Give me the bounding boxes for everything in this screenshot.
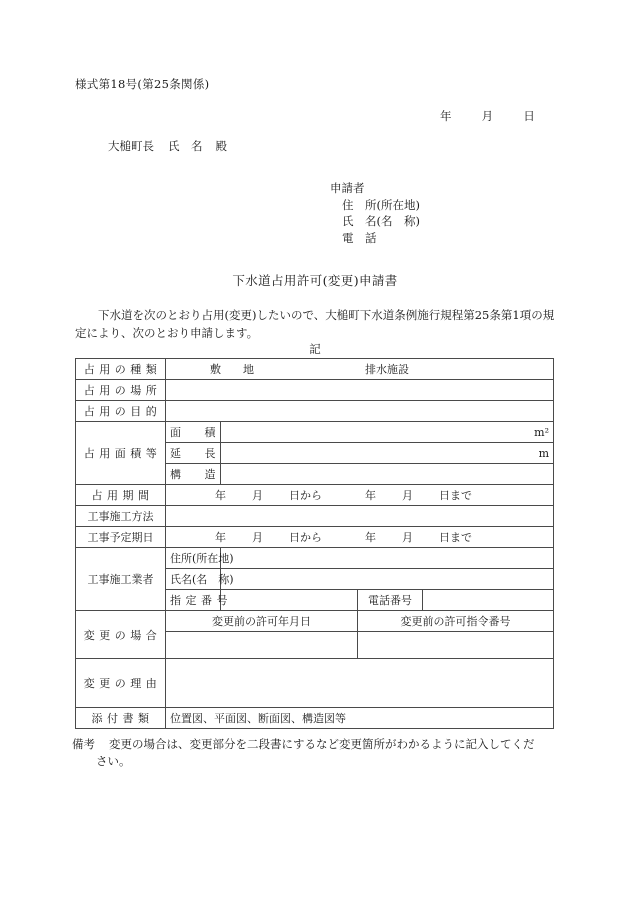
occupancy-period-value[interactable] xyxy=(166,485,554,506)
addressee-name-label: 氏 名 xyxy=(168,139,203,153)
construction-schedule-label: 工事予定期日 xyxy=(76,527,166,548)
occupancy-place-label: 占 用 の 場 所 xyxy=(76,380,166,401)
occupancy-period-from-year: 年 xyxy=(215,489,226,502)
table-row-change-case-header xyxy=(76,611,554,632)
remarks-note xyxy=(72,736,572,770)
construction-schedule-to-day: 日まで xyxy=(439,531,472,544)
occupancy-period-to-month: 月 xyxy=(402,489,413,502)
table-row-change-reason xyxy=(76,659,554,708)
occupancy-area-label: 占 用 面 積 等 xyxy=(76,422,166,485)
change-case-label: 変 更 の 場 合 xyxy=(76,611,166,659)
attachments-value[interactable]: 位置図、平面図、断面図、構造図等 xyxy=(166,708,554,729)
construction-schedule-to-month: 月 xyxy=(402,531,413,544)
occupancy-area-structure-label: 構 造 xyxy=(166,464,221,485)
occupancy-area-structure-value[interactable] xyxy=(221,464,554,485)
date-line xyxy=(440,108,535,124)
body-paragraph: 下水道を次のとおり占用(変更)したいので、大槌町下水道条例施行規程第25条第1項の規定により、次のとおり申請します。 xyxy=(75,308,555,340)
addressee xyxy=(108,138,227,154)
occupancy-period-from-day: 日から xyxy=(289,489,322,502)
contractor-name-value[interactable] xyxy=(221,569,554,590)
addressee-office: 大槌町長 xyxy=(108,139,154,153)
occupancy-area-length-label: 延 長 xyxy=(166,443,221,464)
occupancy-kind-option-b[interactable]: 排水施設 xyxy=(365,363,409,376)
contractor-address-value[interactable] xyxy=(221,548,554,569)
occupancy-period-label: 占 用 期 間 xyxy=(76,485,166,506)
contractor-designation-value[interactable] xyxy=(221,590,358,611)
change-case-prev-date-header: 変更前の許可年月日 xyxy=(166,611,358,632)
remarks-label: 備考 xyxy=(72,737,95,751)
applicant-address-label: 住 所(所在地) xyxy=(342,197,420,212)
occupancy-kind-option-a[interactable]: 敷 地 xyxy=(210,363,254,376)
remarks-line2: さい。 xyxy=(96,754,131,768)
occupancy-purpose-value[interactable] xyxy=(166,401,554,422)
table-row-construction-schedule xyxy=(76,527,554,548)
occupancy-area-size-label: 面 積 xyxy=(166,422,221,443)
table-row-construction-method xyxy=(76,506,554,527)
attachments-label: 添 付 書 類 xyxy=(76,708,166,729)
contractor-address-label: 住所(所在地) xyxy=(166,548,221,569)
occupancy-period-to-year: 年 xyxy=(365,489,376,502)
occupancy-area-length-unit[interactable]: m xyxy=(221,443,554,464)
occupancy-place-value[interactable] xyxy=(166,380,554,401)
construction-schedule-from[interactable] xyxy=(215,529,322,545)
construction-method-label: 工事施工方法 xyxy=(76,506,166,527)
applicant-name-label: 氏 名(名 称) xyxy=(342,214,420,228)
date-year-label: 年 xyxy=(440,109,452,123)
contractor-phone-value[interactable] xyxy=(423,590,554,611)
table-row-occupancy-period xyxy=(76,485,554,506)
construction-schedule-from-month: 月 xyxy=(252,531,263,544)
remarks-line1: 変更の場合は、変更部分を二段書にするなど変更箇所がわかるように記入してくだ xyxy=(109,737,535,751)
table-row-occupancy-purpose xyxy=(76,401,554,422)
occupancy-purpose-label: 占 用 の 目 的 xyxy=(76,401,166,422)
construction-method-value[interactable] xyxy=(166,506,554,527)
occupancy-period-to[interactable] xyxy=(365,487,472,503)
change-case-prev-number-header: 変更前の許可指令番号 xyxy=(358,611,554,632)
construction-schedule-to[interactable] xyxy=(365,529,472,545)
contractor-label: 工事施工業者 xyxy=(76,548,166,611)
construction-schedule-to-year: 年 xyxy=(365,531,376,544)
construction-schedule-value[interactable] xyxy=(166,527,554,548)
construction-schedule-from-day: 日から xyxy=(289,531,322,544)
date-day-label: 日 xyxy=(523,109,535,123)
kiji-marker: 記 xyxy=(309,342,321,356)
application-table xyxy=(75,358,554,729)
form-number: 様式第18号(第25条関係) xyxy=(75,77,210,91)
occupancy-kind-options[interactable] xyxy=(166,359,554,380)
date-month-label: 月 xyxy=(481,109,494,123)
change-reason-label: 変 更 の 理 由 xyxy=(76,659,166,708)
contractor-phone-label: 電話番号 xyxy=(358,590,423,611)
occupancy-area-size-unit[interactable]: m² xyxy=(221,422,554,443)
table-row-occupancy-area-1 xyxy=(76,422,554,443)
construction-schedule-from-year: 年 xyxy=(215,531,226,544)
applicant-phone-label: 電 話 xyxy=(342,230,377,245)
occupancy-period-from-month: 月 xyxy=(252,489,263,502)
change-case-prev-date-value[interactable] xyxy=(166,632,358,659)
occupancy-period-from[interactable] xyxy=(215,487,322,503)
change-case-prev-number-value[interactable] xyxy=(358,632,554,659)
occupancy-period-to-day: 日まで xyxy=(439,489,472,502)
occupancy-kind-label: 占 用 の 種 類 xyxy=(76,359,166,380)
table-row-attachments xyxy=(76,708,554,729)
contractor-name-label: 氏名(名 称) xyxy=(166,569,221,590)
applicant-block xyxy=(330,180,420,246)
table-row-contractor-address xyxy=(76,548,554,569)
change-reason-value[interactable] xyxy=(166,659,554,708)
table-row-occupancy-place xyxy=(76,380,554,401)
table-row-occupancy-kind xyxy=(76,359,554,380)
addressee-honorific: 殿 xyxy=(215,139,227,153)
applicant-heading: 申請者 xyxy=(330,181,365,195)
page-title: 下水道占用許可(変更)申請書 xyxy=(232,273,398,288)
contractor-designation-label: 指 定 番 号 xyxy=(166,590,221,611)
